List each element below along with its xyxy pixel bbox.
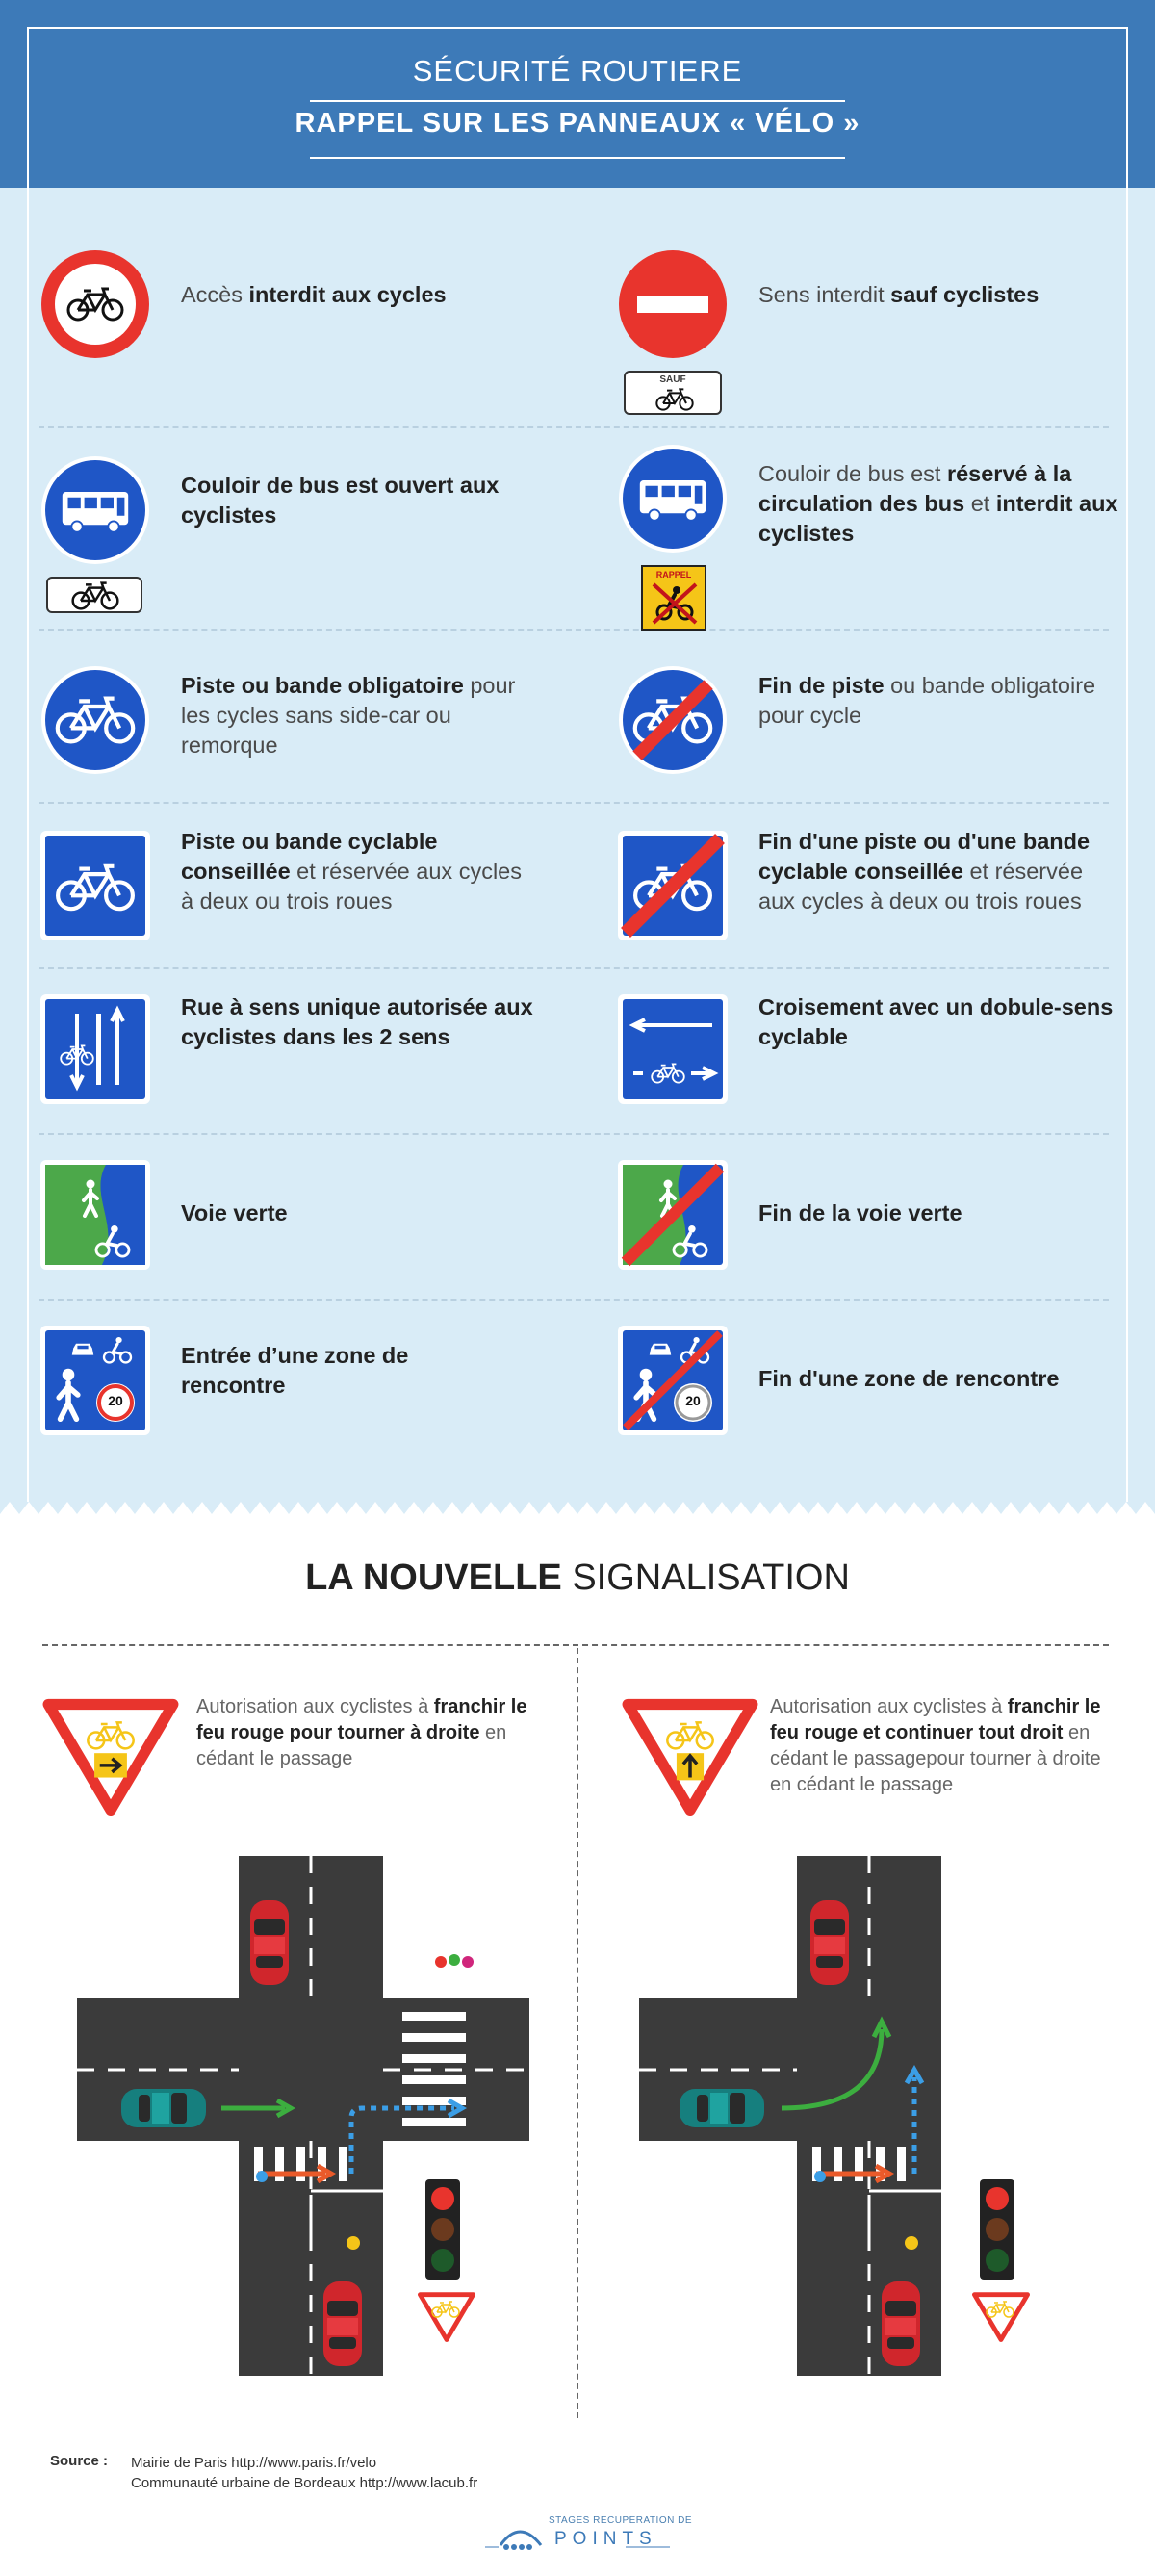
sauf-plate xyxy=(624,371,722,415)
body-text: Autorisation aux cyclistes à xyxy=(196,1696,434,1717)
sign-item xyxy=(616,1301,1109,1466)
sign-item xyxy=(616,631,1109,802)
body-text: Accès xyxy=(181,282,249,307)
emphasis-text: Rue à sens unique autorisée aux cyclistes dans les 2 sens xyxy=(181,994,533,1049)
end-cycle-path-sign-icon xyxy=(616,663,730,777)
emphasis-text: Fin de piste xyxy=(758,673,885,698)
no-bicycles-sign-icon xyxy=(38,247,152,361)
sign-item xyxy=(38,631,574,802)
sign-item xyxy=(38,428,574,629)
sign-item xyxy=(38,969,574,1133)
meeting-zone-sign-icon xyxy=(38,1324,152,1437)
speed-limit-label: 20 xyxy=(685,1393,701,1408)
section-divider xyxy=(42,1644,1109,1646)
contraflow-street-sign-icon xyxy=(38,992,152,1106)
plate-bicycle-icon xyxy=(69,581,121,610)
sign-item xyxy=(616,804,1109,967)
emphasis-text: Voie verte xyxy=(181,1200,288,1225)
emphasis-text: Couloir de bus est ouvert aux cyclistes xyxy=(181,473,500,528)
sign-desc xyxy=(758,280,1115,310)
intersection-right-turn-diagram xyxy=(77,1856,578,2376)
sign-item xyxy=(616,969,1114,1133)
yield-right-turn-sign-icon xyxy=(42,1696,179,1816)
sign-row xyxy=(38,804,1109,969)
logo-name: POINTS xyxy=(554,2529,657,2549)
bicycle-plate xyxy=(46,577,142,613)
emphasis-text: réservé à la circulation des bus xyxy=(758,461,1072,516)
plate-bicycle-icon xyxy=(655,388,694,411)
emphasis-text: sauf cyclistes xyxy=(890,282,1040,307)
plate-label: RAPPEL xyxy=(655,570,692,580)
sign-item xyxy=(616,1135,1109,1299)
section-title-bold: LA NOUVELLE xyxy=(305,1558,562,1598)
emphasis-text: Entrée d’une zone de rencontre xyxy=(181,1343,409,1398)
sign-desc xyxy=(758,1198,1115,1228)
sign-list xyxy=(0,188,1155,1502)
mandatory-cycle-path-sign-icon xyxy=(38,663,152,777)
body-text: et réservée aux cycles à deux ou trois roues xyxy=(181,859,522,914)
new-sign-desc-right xyxy=(770,1694,1102,1798)
sign-item xyxy=(38,226,574,426)
sign-item xyxy=(616,428,1118,629)
greenway-sign-icon xyxy=(38,1158,152,1272)
body-text: Sens interdit xyxy=(758,282,891,307)
sign-item xyxy=(38,1135,574,1299)
emphasis-text: Piste ou bande cyclable conseillée xyxy=(181,829,438,884)
source-label-text: Source : xyxy=(50,2453,109,2469)
sign-row xyxy=(38,969,1114,1135)
rappel-plate xyxy=(641,565,706,631)
sign-row xyxy=(38,226,1109,428)
page-title: SÉCURITÉ ROUTIERE xyxy=(412,54,743,88)
body-text: en cédant le passagepour tourner à droite en cédant le passage xyxy=(770,1722,1101,1795)
no-cyclist-icon xyxy=(652,582,698,625)
bus-only-sign-icon xyxy=(616,442,730,555)
sign-desc xyxy=(181,671,537,760)
sign-desc xyxy=(181,992,537,1052)
plate-label: SAUF xyxy=(659,374,686,385)
body-text: et réservée aux cycles à deux ou trois roues xyxy=(758,859,1084,914)
speed-limit-label: 20 xyxy=(108,1393,123,1408)
sign-desc xyxy=(758,992,1115,1052)
sign-row xyxy=(38,428,1118,631)
sign-desc xyxy=(181,1198,537,1228)
source-label xyxy=(50,2453,108,2469)
body-text: et xyxy=(964,491,996,516)
sign-desc xyxy=(181,280,566,310)
emphasis-text: Croisement avec un dobule-sens cyclable xyxy=(758,994,1114,1049)
body-text: ou bande obligatoire pour cycle xyxy=(758,673,1096,728)
sign-desc xyxy=(181,471,547,530)
sign-item xyxy=(38,804,574,967)
bus-lane-sign-icon xyxy=(38,453,152,567)
body-text: pour les cycles sans side-car ou remorque xyxy=(181,673,516,758)
logo-tagline: STAGES RECUPERATION DE xyxy=(549,2515,692,2526)
body-text: Autorisation aux cyclistes à xyxy=(770,1696,1008,1717)
source-list xyxy=(131,2453,477,2493)
new-sign-desc-left xyxy=(196,1694,533,1772)
emphasis-text: interdit aux cyclistes xyxy=(758,491,1118,546)
yield-straight-sign-icon xyxy=(622,1696,758,1816)
emphasis-text: Fin d'une zone de rencontre xyxy=(758,1366,1060,1391)
end-greenway-sign-icon xyxy=(616,1158,730,1272)
emphasis-text: Fin de la voie verte xyxy=(758,1200,962,1225)
sign-row xyxy=(38,1301,1109,1466)
body-text: en cédant le passage xyxy=(196,1722,507,1769)
end-meeting-zone-sign-icon xyxy=(616,1324,730,1437)
source-link[interactable]: Mairie de Paris http://www.paris.fr/velo xyxy=(131,2455,377,2471)
sign-desc xyxy=(181,827,537,916)
intersection-straight-diagram xyxy=(639,1856,1120,2376)
no-entry-sign-icon xyxy=(616,247,730,361)
page-subtitle: RAPPEL SUR LES PANNEAUX « VÉLO » xyxy=(295,108,860,139)
zigzag-divider xyxy=(0,1502,1155,1523)
sign-item xyxy=(616,226,1109,426)
end-advised-cycle-path-sign-icon xyxy=(616,829,730,942)
emphasis-text: Piste ou bande obligatoire xyxy=(181,673,464,698)
sign-desc xyxy=(181,1341,470,1401)
sign-desc xyxy=(758,827,1124,916)
emphasis-text: Fin d'une piste ou d'une bande cyclable conseillée xyxy=(758,829,1091,884)
section-title-rest: SIGNALISATION xyxy=(561,1558,850,1598)
advised-cycle-path-sign-icon xyxy=(38,829,152,942)
sign-desc xyxy=(758,671,1115,731)
section-title xyxy=(0,1558,1155,1599)
sign-row xyxy=(38,631,1109,804)
sign-desc xyxy=(758,459,1124,549)
emphasis-text: interdit aux cycles xyxy=(248,282,447,307)
emphasis-text: franchir le feu rouge pour tourner à droite xyxy=(196,1696,527,1743)
sign-desc xyxy=(758,1364,1115,1394)
source-link[interactable]: Communauté urbaine de Bordeaux http://www.lacub.fr xyxy=(131,2475,478,2491)
sign-item xyxy=(38,1301,574,1466)
body-text: Couloir de bus est xyxy=(758,461,947,486)
emphasis-text: franchir le feu rouge et continuer tout droit xyxy=(770,1696,1101,1743)
contraflow-crossing-sign-icon xyxy=(616,992,730,1106)
sign-row xyxy=(38,1135,1109,1301)
